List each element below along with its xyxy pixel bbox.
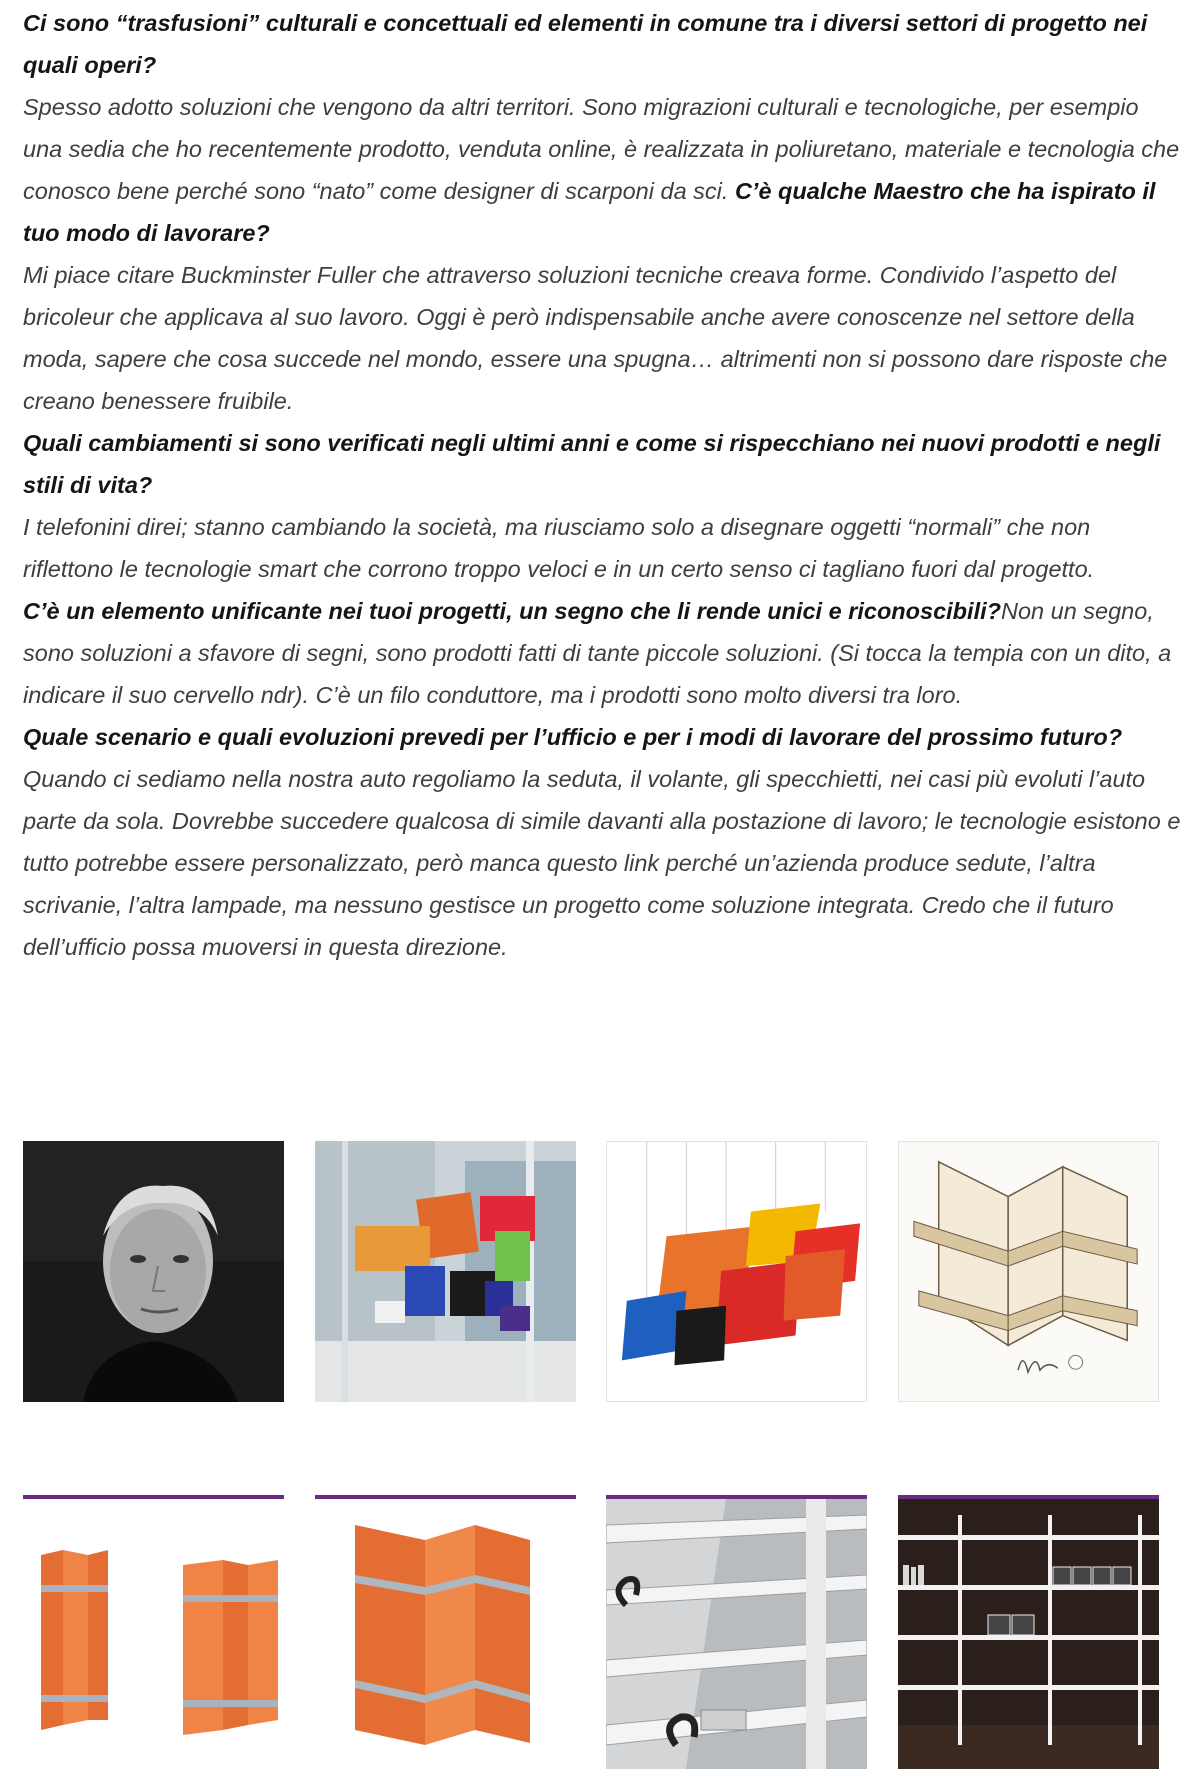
paragraph-1 [23,2,1183,968]
answer-1: Spesso adotto soluzioni che vengono da altri territori. Sono migrazioni culturali e tecnologiche, per esempio una sedia che ho recentemente prodotto, venduta online, è realizzata in poliuretano, materiale e tecnologia che conosco bene perché sono “nato” come designer di scarponi da sci. [23,94,1180,204]
accent-bar [606,1495,867,1499]
white-shelving-room-photo[interactable] [898,1495,1159,1769]
suspended-panels-product-photo[interactable] [606,1141,867,1402]
folding-screen-sketch[interactable] [898,1141,1159,1402]
accent-bar [315,1495,576,1499]
question-2: C’è qualche Maestro che ha ispirato il tuo modo di lavorare? [23,178,1156,246]
accent-bar [898,1495,1159,1499]
orange-folding-screen-photo[interactable] [315,1495,576,1769]
interview-text [23,2,1183,968]
question-3: Quali cambiamenti si sono verificati negli ultimi anni e come si rispecchiano nei nuovi prodotti e negli stili di vita? [23,430,1161,498]
question-1: Ci sono “trasfusioni” culturali e concettuali ed elementi in comune tra i diversi settori di progetto nei quali operi? [23,10,1148,78]
question-4: C’è un elemento unificante nei tuoi progetti, un segno che li rende unici e riconoscibili? [23,598,1001,624]
answer-3: I telefonini direi; stanno cambiando la società, ma riusciamo solo a disegnare oggetti “normali” che non riflettono le tecnologie smart che corrono troppo veloci e in un certo senso ci tagliano fuori dal progetto. [23,514,1095,582]
answer-2: Mi piace citare Buckminster Fuller che attraverso soluzioni tecniche creava forme. Condivido l’aspetto del bricoleur che applicava al suo lavoro. Oggi è però indispensabile anche avere conoscenze nel settore della moda, sapere che cosa succede nel mondo, essere una spugna… altrimenti non si possono dare risposte che creano benessere fruibile. [23,262,1168,414]
image-gallery-top [23,1141,1159,1402]
orange-folding-screens-photo[interactable] [23,1495,284,1769]
white-shelving-detail-photo[interactable] [606,1495,867,1769]
question-5: Quale scenario e quali evoluzioni prevedi per l’ufficio e per i modi di lavorare del prossimo futuro? [23,724,1123,750]
answer-5: Quando ci sediamo nella nostra auto regoliamo la seduta, il volante, gli specchietti, nei casi più evoluti l’auto parte da sola. Dovrebbe succedere qualcosa di simile davanti alla postazione di lavoro; le tecnologie esistono e tutto potrebbe essere personalizzato, però manca questo link perché un’azienda produce sedute, l’altra scrivanie, l’altra lampade, ma nessuno gestisce un progetto come soluzione integrata. Credo che il futuro dell’ufficio possa muoversi in questa direzione. [23,766,1181,960]
portrait-photo[interactable] [23,1141,284,1402]
accent-bar [23,1495,284,1499]
image-gallery-bottom [23,1495,1159,1769]
answer-4: Non un segno, sono soluzioni a sfavore di segni, sono prodotti fatti di tante piccole soluzioni. (Si tocca la tempia con un dito, a indicare il suo cervello ndr). C’è un filo conduttore, ma i prodotti sono molto diversi tra loro. [23,598,1172,708]
suspended-panels-installation-photo[interactable] [315,1141,576,1402]
